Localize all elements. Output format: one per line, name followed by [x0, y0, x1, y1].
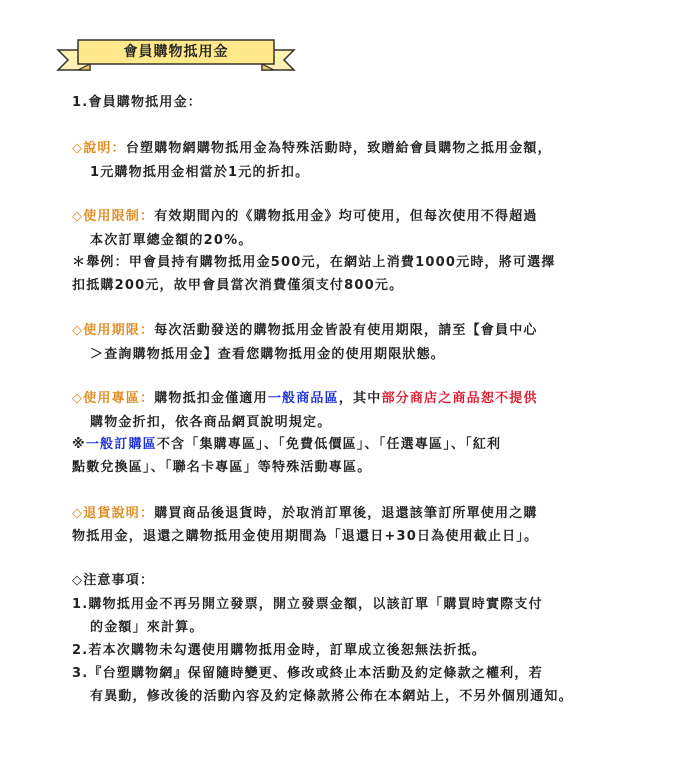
- note-1-line-2: 的金額」來計算。: [90, 620, 204, 635]
- notes-label: ◇注意事項：: [72, 573, 155, 588]
- desc-text-1: 台塑購物網購物抵用金為特殊活動時，致贈給會員購物之抵用金額，: [125, 141, 552, 156]
- period-line-1: [72, 320, 538, 342]
- refund-line-1: [72, 503, 538, 525]
- desc-line-2: 1元購物抵用金相當於1元的折扣。: [90, 165, 310, 180]
- refund-label: ◇退貨說明：: [72, 506, 155, 521]
- limit-example-2: 扣抵購200元，故甲會員當次消費僅須支付800元。: [72, 278, 404, 293]
- area-line-1: [72, 388, 538, 410]
- period-line-2: ＞查詢購物抵用金】查看您購物抵用金的使用期限狀態。: [90, 347, 446, 362]
- limit-line-2: 本次訂單總金額的20%。: [90, 233, 253, 248]
- limit-label: ◇使用限制：: [72, 209, 155, 224]
- area-note-rest: 不含「集購專區」、「免費低價區」、「任選專區」、「紅利: [156, 437, 502, 452]
- desc-line-1: [72, 138, 552, 160]
- section-heading: 1.會員購物抵用金：: [72, 95, 202, 110]
- note-3-line-2: 有異動，修改後的活動內容及約定條款將公佈在本網站上，不另外個別通知。: [90, 689, 573, 704]
- area-note-1: [72, 434, 501, 456]
- desc-label: ◇說明：: [72, 141, 126, 156]
- refund-text-1: 購買商品後退貨時，於取消訂單後，退還該筆訂所單使用之購: [154, 506, 538, 521]
- limit-example-1: ＊舉例：甲會員持有購物抵用金500元，在網站上消費1000元時，將可選擇: [72, 255, 556, 270]
- title-ribbon: [56, 36, 296, 76]
- general-order-area-text: 一般訂購區: [85, 437, 157, 452]
- limit-text-1: 有效期間內的《購物抵用金》均可使用，但每次使用不得超過: [154, 209, 538, 224]
- area-warning-2: 購物金折扣，依各商品網頁說明規定。: [90, 415, 332, 430]
- area-label: ◇使用專區：: [72, 391, 155, 406]
- general-product-area-text: 一般商品區: [267, 391, 339, 406]
- area-warning-1: 部分商店之商品恕不提供: [381, 391, 538, 406]
- area-note-2: 點數兌換區」、「聯名卡專區」等特殊活動專區。: [72, 460, 372, 475]
- limit-line-1: [72, 206, 538, 228]
- area-note-prefix: ※: [72, 437, 86, 452]
- note-1-line-1: 1.購物抵用金不再另開立發票，開立發票金額，以該訂單「購買時實際支付: [72, 597, 543, 612]
- banner-title: 會員購物抵用金: [123, 44, 229, 60]
- period-label: ◇使用期限：: [72, 323, 155, 338]
- period-text-1: 每次活動發送的購物抵用金皆設有使用期限，請至【會員中心: [154, 323, 538, 338]
- area-text-1a: 購物抵扣金僅適用: [154, 391, 268, 406]
- note-3-line-1: 3.『台塑購物網』保留隨時變更、修改或終止本活動及約定條款之權利，若: [72, 666, 543, 681]
- note-2: 2.若本次購物未勾選使用購物抵用金時，訂單成立後恕無法折抵。: [72, 643, 486, 658]
- refund-line-2: 物抵用金，退還之購物抵用金使用期間為「退還日+30日為使用截止日」。: [72, 529, 539, 544]
- area-text-1b: ，其中: [338, 391, 382, 406]
